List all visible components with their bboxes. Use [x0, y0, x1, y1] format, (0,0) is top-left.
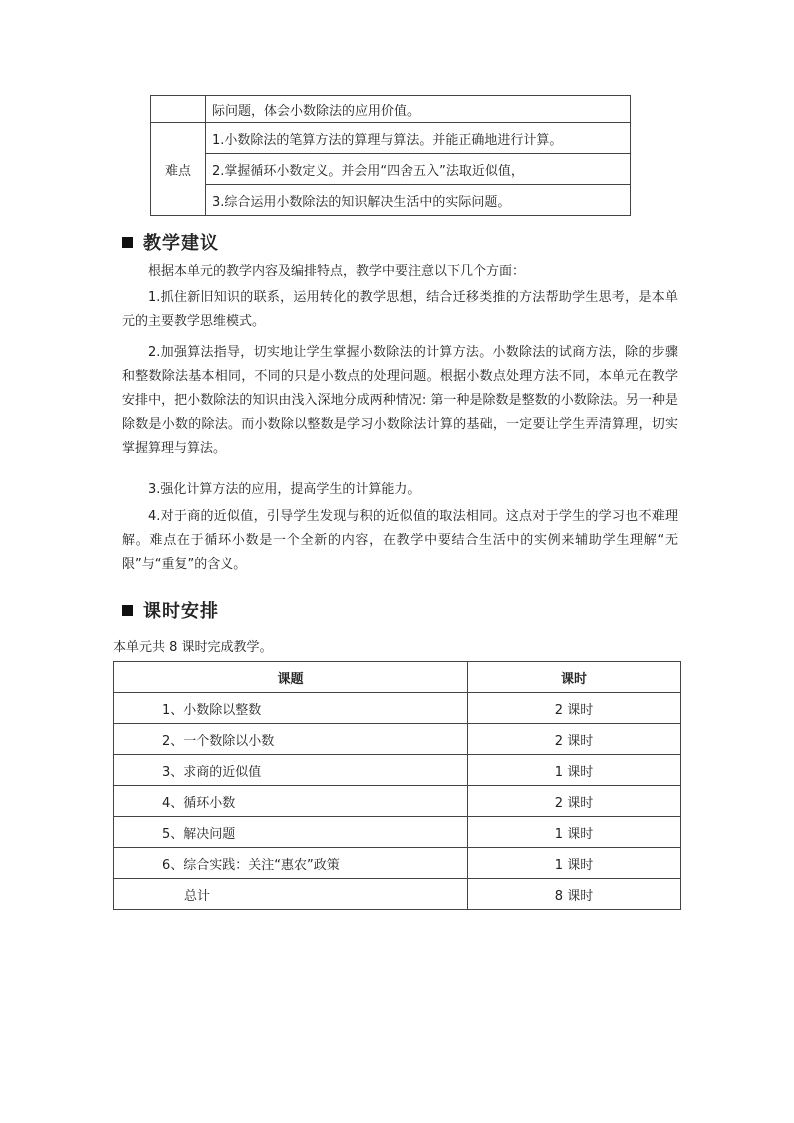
- total-hours: 8 课时: [468, 879, 681, 910]
- table-header-row: [114, 662, 681, 693]
- schedule-intro: 本单元共 8 课时完成教学。: [113, 640, 273, 655]
- header-topic: 课题: [114, 662, 468, 693]
- difficulty-table: [150, 95, 631, 216]
- header-hours: 课时: [468, 662, 681, 693]
- difficulty-item: 1.小数除法的笔算方法的算理与算法。并能正确地进行计算。: [206, 123, 631, 154]
- topic-cell: 2、一个数除以小数: [114, 724, 468, 755]
- topic-cell: 3、求商的近似值: [114, 755, 468, 786]
- table-row: [114, 786, 681, 817]
- topic-cell: 5、解决问题: [114, 817, 468, 848]
- hours-cell: 1 课时: [468, 848, 681, 879]
- paragraph: 3.强化计算方法的应用，提高学生的计算能力。: [148, 482, 421, 497]
- table-row: [114, 693, 681, 724]
- paragraph: 1.抓住新旧知识的联系，运用转化的教学思想，结合迁移类推的方法帮助学生思考，是本单元的主要教学思维模式。: [122, 290, 678, 329]
- table-row: [114, 848, 681, 879]
- table-row: [151, 123, 631, 154]
- difficulty-item: 3.综合运用小数除法的知识解决生活中的实际问题。: [206, 185, 631, 216]
- difficulty-label: 难点: [151, 123, 206, 216]
- table-row: [151, 185, 631, 216]
- hours-cell: 2 课时: [468, 693, 681, 724]
- topic-cell: 4、循环小数: [114, 786, 468, 817]
- paragraph: 根据本单元的教学内容及编排特点，教学中要注意以下几个方面：: [148, 264, 526, 279]
- paragraph: 2.加强算法指导，切实地让学生掌握小数除法的计算方法。小数除法的试商方法，除的步骤和整数除法基本相同，不同的只是小数点的处理问题。根据小数点处理方法不同，本单元在教学安排中，把小数除法的知识由浅入深地分成两种情况: 第一种是除数是整数的小数除法。另一种是除数是小数的除法。而小数除以整数是学习小数除法计算的基础，一定要让学生弄清算理，切实掌握算理与算法。: [122, 345, 678, 456]
- topic-cell: 6、综合实践：关注“惠农”政策: [114, 848, 468, 879]
- continuation-cell: 际问题，体会小数除法的应用价值。: [206, 96, 631, 123]
- hours-cell: 1 课时: [468, 755, 681, 786]
- hours-cell: 1 课时: [468, 817, 681, 848]
- table-row: [114, 817, 681, 848]
- empty-label-cell: [151, 96, 206, 123]
- square-bullet-icon: [122, 605, 133, 616]
- hours-cell: 2 课时: [468, 786, 681, 817]
- schedule-title: 课时安排: [143, 601, 219, 622]
- teaching-suggestion-heading: [122, 229, 219, 255]
- schedule-heading: [122, 597, 219, 623]
- total-label: 总计: [114, 879, 468, 910]
- square-bullet-icon: [122, 237, 133, 248]
- topic-cell: 1、小数除以整数: [114, 693, 468, 724]
- table-row: [151, 96, 631, 123]
- teaching-title: 教学建议: [143, 233, 219, 254]
- hours-cell: 2 课时: [468, 724, 681, 755]
- schedule-table: [113, 661, 681, 910]
- table-row: [114, 755, 681, 786]
- total-row: [114, 879, 681, 910]
- table-row: [151, 154, 631, 185]
- paragraph: 4.对于商的近似值，引导学生发现与积的近似值的取法相同。这点对于学生的学习也不难理解。难点在于循环小数是一个全新的内容，在教学中要结合生活中的实例来辅助学生理解“无限”与“重复”的含义。: [122, 509, 678, 572]
- table-row: [114, 724, 681, 755]
- difficulty-item: 2.掌握循环小数定义。并会用“四舍五入”法取近似值，: [206, 154, 631, 185]
